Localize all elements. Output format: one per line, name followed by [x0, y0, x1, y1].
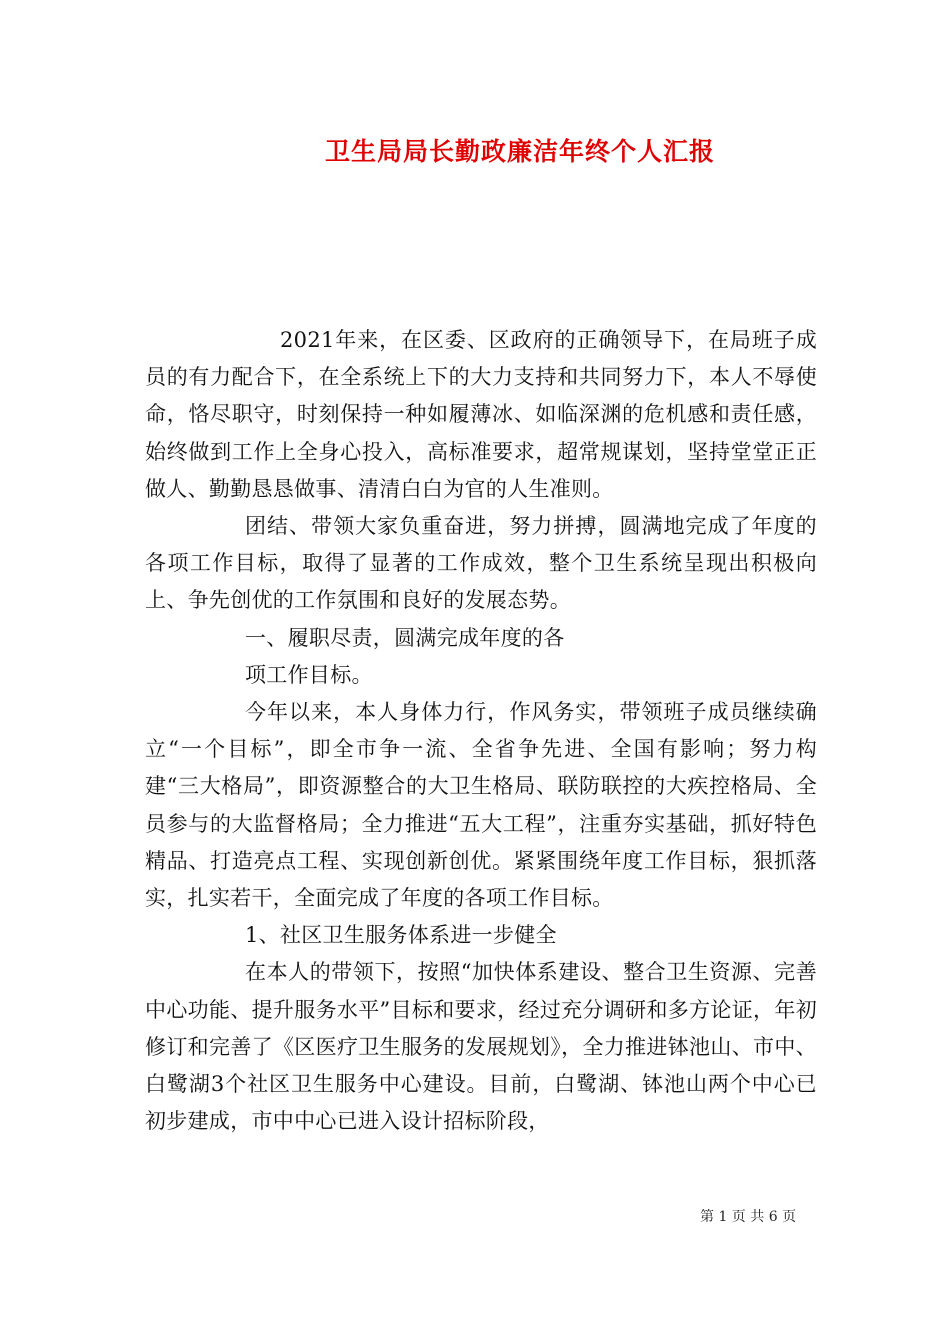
section-heading-continued: 项工作目标。 — [245, 662, 373, 687]
paragraph: 在本人的带领下，按照“加快体系建设、整合卫生资源、完善中心功能、提升服务水平”目标和要求，经过充分调研和多方论证，年初修订和完善了《区医疗卫生服务的发展规划》，全力推进钵池山、市中、白鹭湖3个社区卫生服务中心建设。目前，白鹭湖、钵池山两个中心已初步建成，市中中心已进入设计招标阶段， — [145, 960, 817, 1134]
paragraph: 今年以来，本人身体力行，作风务实，带领班子成员继续确立“一个目标”，即全市争一流、全省争先进、全国有影响；努力构建“三大格局”，即资源整合的大卫生格局、联防联控的大疾控格局、全员参与的大监督格局；全力推进“五大工程”，注重夯实基础，抓好特色精品、打造亮点工程、实现创新创优。紧紧围绕年度工作目标，狠抓落实，扎实若干，全面完成了年度的各项工作目标。 — [145, 700, 817, 911]
paragraph: 团结、带领大家负重奋进，努力拼搏，圆满地完成了年度的各项工作目标，取得了显著的工作成效，整个卫生系统呈现出积极向上、争先创优的工作氛围和良好的发展态势。 — [145, 514, 817, 613]
section-heading: 一、履职尽责，圆满完成年度的各 — [245, 625, 565, 650]
subsection-heading: 1、社区卫生服务体系进一步健全 — [245, 923, 557, 948]
paragraph: 2021年来，在区委、区政府的正确领导下，在局班子成员的有力配合下，在全系统上下的大力支持和共同努力下，本人不辱使命，恪尽职守，时刻保持一种如履薄冰、如临深渊的危机感和责任感，始终做到工作上全身心投入，高标准要求，超常规谋划，坚持堂堂正正做人、勤勤恳恳做事、清清白白为官的人生准则。 — [145, 328, 817, 501]
document-body — [145, 322, 817, 1140]
document-title: 卫生局局长勤政廉洁年终个人汇报 — [324, 137, 715, 166]
page-number: 第 1 页 共 6 页 — [700, 1209, 797, 1225]
